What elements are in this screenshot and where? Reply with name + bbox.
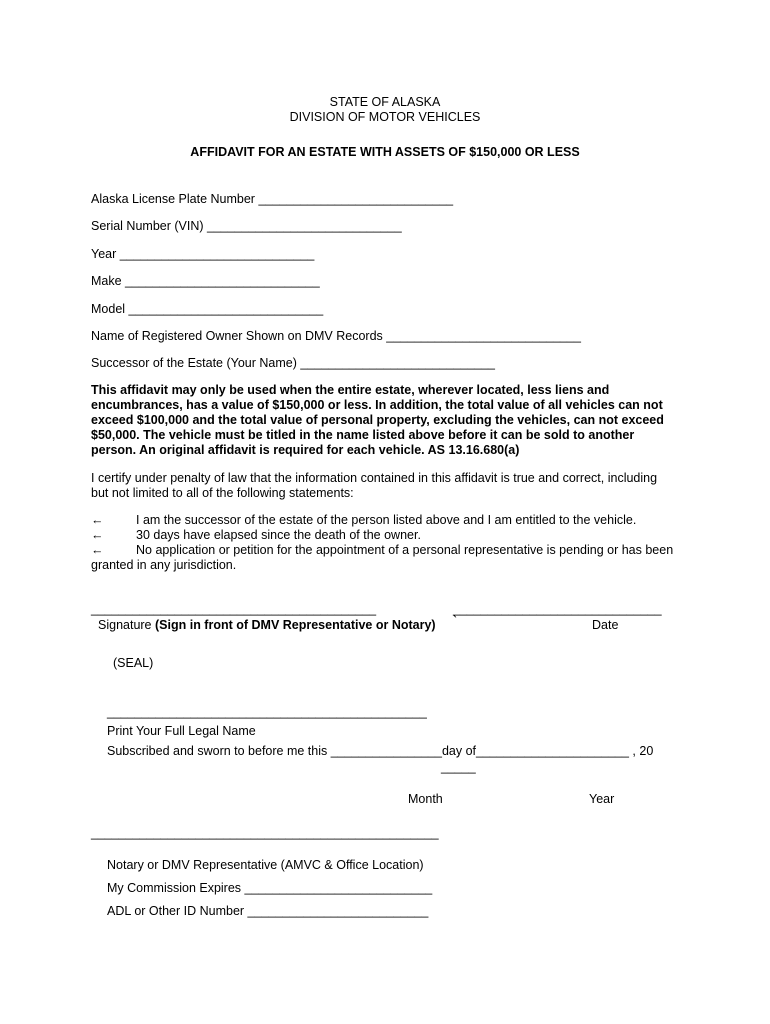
notice-line-4: $50,000. The vehicle must be titled in the name listed above before it can be sold to another: [91, 428, 635, 442]
license-plate-field[interactable]: Alaska License Plate Number ____________________________: [91, 192, 454, 206]
bullet-arrow-icon: ←: [91, 513, 104, 527]
model-field[interactable]: Model ____________________________: [91, 302, 324, 316]
notice-line-3: exceed $100,000 and the total value of personal property, excluding the vehicles, can not exceed: [91, 413, 664, 427]
stray-tick: `: [453, 614, 458, 628]
statement-3-continued: granted in any jurisdiction.: [91, 558, 237, 572]
serial-number-field[interactable]: Serial Number (VIN) ____________________________: [91, 219, 402, 233]
notice-line-5: person. An original affidavit is required for each vehicle. AS 13.16.680(a): [91, 443, 520, 457]
year-blank[interactable]: _____: [441, 760, 476, 774]
date-line[interactable]: ______________________________: [453, 602, 662, 616]
sworn-statement[interactable]: Subscribed and sworn to before me this ________________day of______________________ , 20: [107, 744, 654, 758]
signature-line[interactable]: _________________________________________: [91, 602, 377, 616]
signature-label-text: Signature: [98, 618, 152, 632]
successor-field[interactable]: Successor of the Estate (Your Name) ____________________________: [91, 356, 496, 370]
form-title: AFFIDAVIT FOR AN ESTATE WITH ASSETS OF $150,000 OR LESS: [190, 145, 580, 159]
make-field[interactable]: Make ____________________________: [91, 274, 320, 288]
signature-instruction: (Sign in front of DMV Representative or Notary): [155, 618, 436, 632]
month-label: Month: [408, 792, 443, 806]
date-label: Date: [592, 618, 619, 632]
adl-id-field[interactable]: ADL or Other ID Number __________________________: [107, 904, 429, 918]
commission-expires-field[interactable]: My Commission Expires ___________________________: [107, 881, 433, 895]
statement-2: 30 days have elapsed since the death of the owner.: [136, 528, 421, 542]
representative-signature-line[interactable]: __________________________________________________: [91, 826, 439, 840]
certify-line-2: but not limited to all of the following statements:: [91, 486, 354, 500]
statement-3: No application or petition for the appointment of a personal representative is pending or has been: [136, 543, 674, 557]
division-heading: DIVISION OF MOTOR VEHICLES: [289, 110, 481, 124]
bullet-arrow-icon: ←: [91, 528, 104, 542]
signature-label: [98, 618, 436, 633]
notice-line-1: This affidavit may only be used when the entire estate, wherever located, less liens and: [91, 383, 610, 397]
bullet-arrow-icon: ←: [91, 543, 104, 557]
seal-label: (SEAL): [113, 656, 154, 670]
print-name-line[interactable]: ______________________________________________: [107, 705, 427, 719]
state-heading: STATE OF ALASKA: [329, 95, 441, 109]
registered-owner-field[interactable]: Name of Registered Owner Shown on DMV Records ____________________________: [91, 329, 581, 343]
representative-label: Notary or DMV Representative (AMVC & Office Location): [107, 858, 424, 872]
notice-line-2: encumbrances, has a value of $150,000 or less. In addition, the total value of all vehicles can not: [91, 398, 663, 412]
statement-1: I am the successor of the estate of the person listed above and I am entitled to the vehicle.: [136, 513, 637, 527]
print-name-label: Print Your Full Legal Name: [107, 724, 256, 738]
year-field[interactable]: Year ____________________________: [91, 247, 315, 261]
certify-line-1: I certify under penalty of law that the information contained in this affidavit is true and correct, including: [91, 471, 658, 485]
year-label: Year: [589, 792, 615, 806]
